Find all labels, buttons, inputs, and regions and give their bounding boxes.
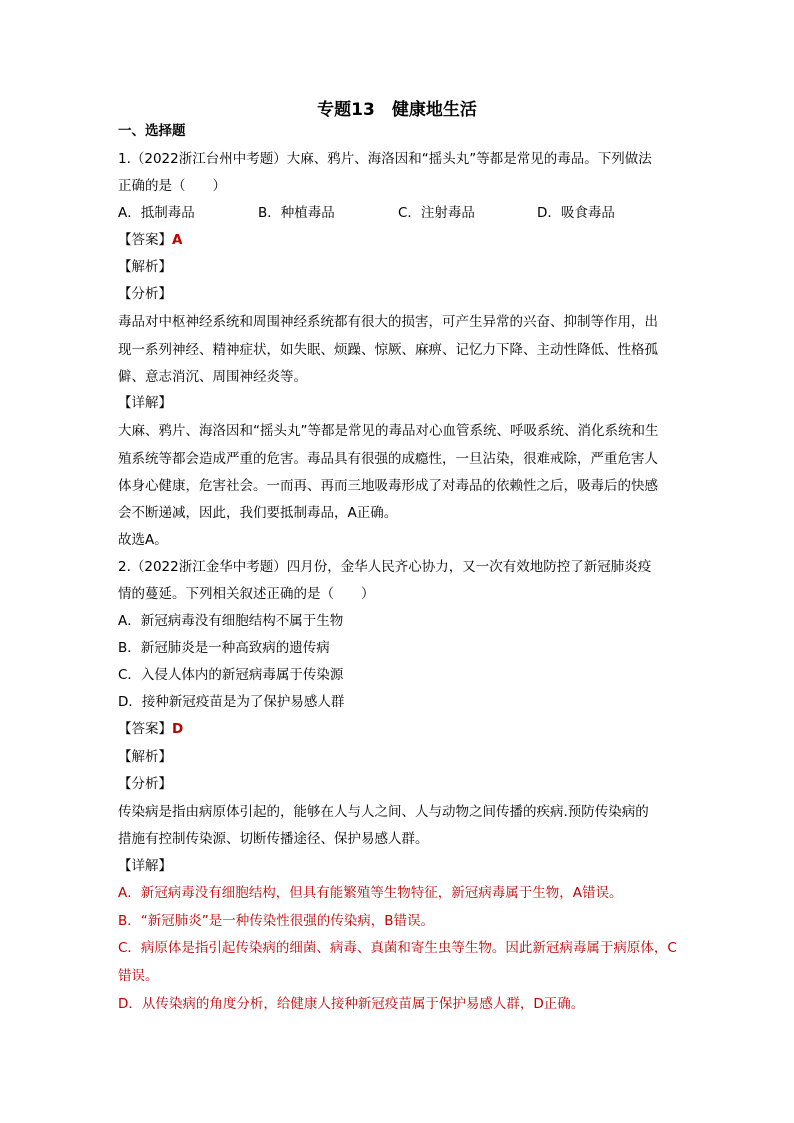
- q2-detail-line-2: B．“新冠肺炎”是一种传染性很强的传染病，B错误。: [118, 913, 435, 929]
- q1-answer-value: A: [172, 232, 183, 248]
- q1-detail-line-4: 会不断递减，因此，我们要抵制毒品，A正确。: [118, 505, 398, 521]
- q1-analysis-line-1: 毒品对中枢神经系统和周围神经系统都有很大的损害，可产生异常的兴奋、抑制等作用，出: [118, 314, 658, 330]
- q1-xiangjie-label: 【详解】: [118, 395, 172, 411]
- q2-stem-line-1: 2.（2022浙江金华中考题）四月份，金华人民齐心协力，又一次有效地防控了新冠肺炎疫: [118, 559, 652, 575]
- q1-option-c: C．注射毒品: [398, 205, 475, 221]
- q1-analysis-line-2: 现一系列神经、精神症状，如失眠、烦躁、惊厥、麻痹、记忆力下降、主动性降低、性格孤: [118, 342, 658, 358]
- q1-detail-line-1: 大麻、鸦片、海洛因和“摇头丸”等都是常见的毒品对心血管系统、呼吸系统、消化系统和生: [118, 423, 659, 439]
- q2-analysis-line-1: 传染病是指由病原体引起的，能够在人与人之间、人与动物之间传播的疾病.预防传染病的: [118, 804, 649, 820]
- q2-analysis-line-2: 措施有控制传染源、切断传播途径、保护易感人群。: [118, 831, 429, 847]
- page-title: 专题13 健康地生活: [317, 100, 477, 120]
- section-heading: 一、选择题: [118, 123, 186, 139]
- q1-stem-line-2: 正确的是（ ）: [118, 178, 226, 194]
- q2-option-c: C．入侵人体内的新冠病毒属于传染源: [118, 667, 344, 683]
- q2-stem-line-2: 情的蔓延。下列相关叙述正确的是（ ）: [118, 586, 375, 602]
- q2-option-b: B．新冠肺炎是一种高致病的遗传病: [118, 640, 330, 656]
- q2-fenxi-label: 【分析】: [118, 776, 172, 792]
- q2-jiexi-label: 【解析】: [118, 749, 172, 765]
- q2-detail-line-1: A．新冠病毒没有细胞结构，但具有能繁殖等生物特征，新冠病毒属于生物，A错误。: [118, 885, 623, 901]
- q1-answer: [118, 231, 182, 249]
- q1-fenxi-label: 【分析】: [118, 286, 172, 302]
- q1-stem-line-1: 1.（2022浙江台州中考题）大麻、鸦片、海洛因和“摇头丸”等都是常见的毒品。下列做法: [118, 151, 652, 167]
- q1-analysis-line-3: 僻、意志消沉、周围神经炎等。: [118, 369, 307, 385]
- q1-jiexi-label: 【解析】: [118, 259, 172, 275]
- q1-answer-label: 【答案】: [118, 232, 172, 248]
- q1-option-b: B．种植毒品: [258, 205, 335, 221]
- q2-answer-label: 【答案】: [118, 721, 172, 737]
- q1-option-a: A．抵制毒品: [118, 205, 195, 221]
- q1-option-d: D．吸食毒品: [537, 205, 615, 221]
- q2-detail-line-5: D．从传染病的角度分析，给健康人接种新冠疫苗属于保护易感人群，D正确。: [118, 996, 585, 1012]
- q1-detail-line-3: 体身心健康，危害社会。一而再、再而三地吸毒形成了对毒品的依赖性之后，吸毒后的快感: [118, 478, 658, 494]
- q2-answer: [118, 720, 183, 738]
- q1-conclusion: 故选A。: [118, 532, 168, 548]
- q2-detail-line-3: C．病原体是指引起传染病的细菌、病毒、真菌和寄生虫等生物。因此新冠病毒属于病原体，C: [118, 940, 677, 956]
- q2-answer-value: D: [172, 721, 184, 737]
- q2-option-d: D．接种新冠疫苗是为了保护易感人群: [118, 694, 345, 710]
- q1-detail-line-2: 殖系统等都会造成严重的危害。毒品具有很强的成瘾性，一旦沾染，很难戒除，严重危害人: [118, 451, 658, 467]
- q2-option-a: A．新冠病毒没有细胞结构不属于生物: [118, 613, 344, 629]
- q2-detail-line-4: 错误。: [118, 968, 159, 984]
- q2-xiangjie-label: 【详解】: [118, 858, 172, 874]
